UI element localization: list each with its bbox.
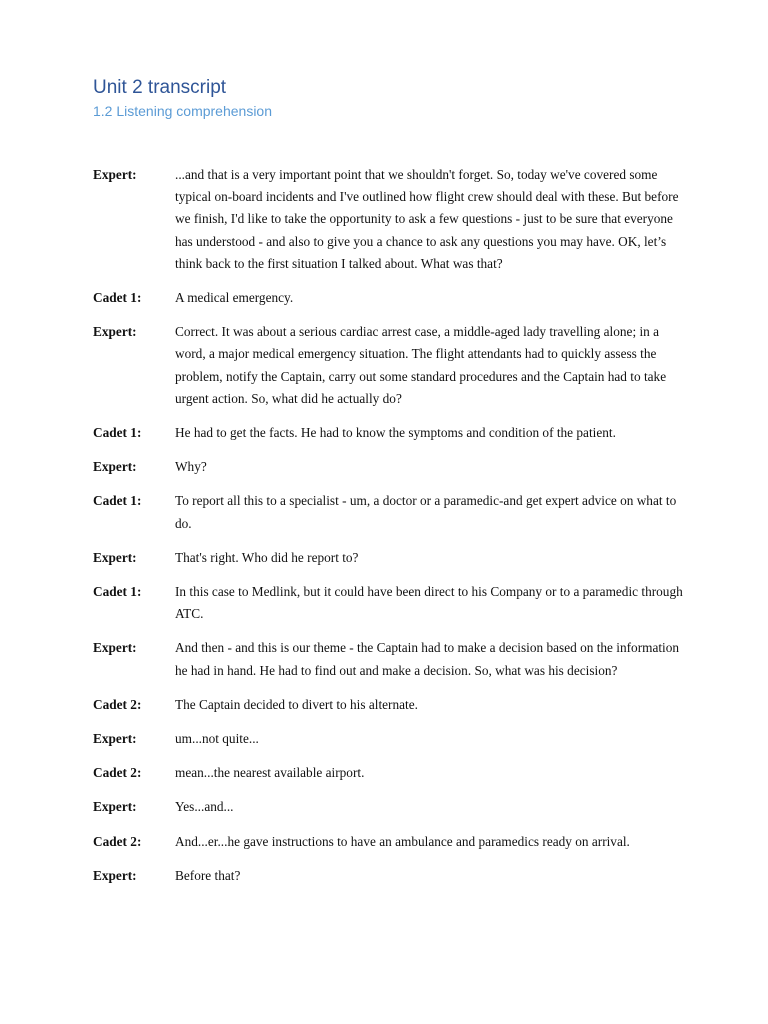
speech-text: um...not quite... <box>175 731 259 747</box>
speaker-label: Expert: <box>93 731 137 747</box>
transcript-body <box>93 164 683 899</box>
transcript-line <box>93 694 683 716</box>
speaker-label: Expert: <box>93 167 137 182</box>
speech-text: Yes...and... <box>175 799 234 815</box>
speaker-label: Cadet 2: <box>93 833 142 849</box>
transcript-line <box>93 547 683 569</box>
transcript-line <box>93 762 683 784</box>
speech-text: In this case to Medlink, but it could have been direct to his Company or to a paramedic through ATC. <box>175 584 683 622</box>
transcript-line <box>93 581 683 625</box>
speech-text: He had to get the facts. He had to know the symptoms and condition of the patient. <box>175 425 616 441</box>
speech-text: And then - and this is our theme - the Captain had to make a decision based on the information he had in hand. He had to find out and make a decision. So, what was his decision? <box>175 640 680 678</box>
transcript-line <box>93 637 683 681</box>
speaker-label: Cadet 1: <box>93 493 142 509</box>
speech-text: And...er...he gave instructions to have an ambulance and paramedics ready on arrival. <box>175 833 630 849</box>
speaker-label: Cadet 2: <box>93 696 142 712</box>
speaker-label: Expert: <box>93 324 137 340</box>
page-title: Unit 2 transcript <box>93 77 227 98</box>
transcript-line <box>93 865 683 887</box>
speaker-label: Cadet 1: <box>93 425 142 441</box>
transcript-line <box>93 164 683 275</box>
speaker-label: Expert: <box>93 459 137 475</box>
transcript-line <box>93 490 683 534</box>
speaker-label: Expert: <box>93 640 137 656</box>
transcript-line <box>93 321 683 410</box>
speaker-label: Expert: <box>93 799 137 815</box>
speech-text: ...and that is a very important point that we shouldn't forget. So, today we've covered some typical on-board incidents and I've outlined how flight crew should deal with these. But before we finish, I'd like to take the opportunity to ask a few questions - just to be sure that everyone has understood - and also to give you a chance to ask any questions you may have. OK, let’s think back to the first situation I talked about. What was that? <box>175 167 679 271</box>
speaker-label: Cadet 1: <box>93 584 142 600</box>
speech-text: A medical emergency. <box>175 290 294 306</box>
speaker-label: Expert: <box>93 549 137 565</box>
speaker-label: Expert: <box>93 867 137 883</box>
transcript-line <box>93 456 683 478</box>
speech-text: Why? <box>175 459 207 475</box>
page-subtitle: 1.2 Listening comprehension <box>93 103 273 119</box>
speech-text: The Captain decided to divert to his alternate. <box>175 696 418 712</box>
speaker-label: Cadet 2: <box>93 765 142 781</box>
speech-text: That's right. Who did he report to? <box>175 549 359 565</box>
speech-text: Correct. It was about a serious cardiac arrest case, a middle-aged lady travelling alone; in a word, a major medical emergency situation. The flight attendants had to quickly assess the problem, notify the Captain, carry out some standard procedures and the Captain had to take urgent action. So, what did he actually do? <box>175 324 667 406</box>
speech-text: Before that? <box>175 867 241 883</box>
transcript-line <box>93 796 683 818</box>
speech-text: To report all this to a specialist - um, a doctor or a paramedic-and get expert advice on what to do. <box>175 493 677 531</box>
transcript-line <box>93 728 683 750</box>
transcript-line <box>93 831 683 853</box>
speaker-label: Cadet 1: <box>93 290 142 306</box>
speech-text: mean...the nearest available airport. <box>175 765 365 781</box>
transcript-line <box>93 422 683 444</box>
transcript-line <box>93 287 683 309</box>
